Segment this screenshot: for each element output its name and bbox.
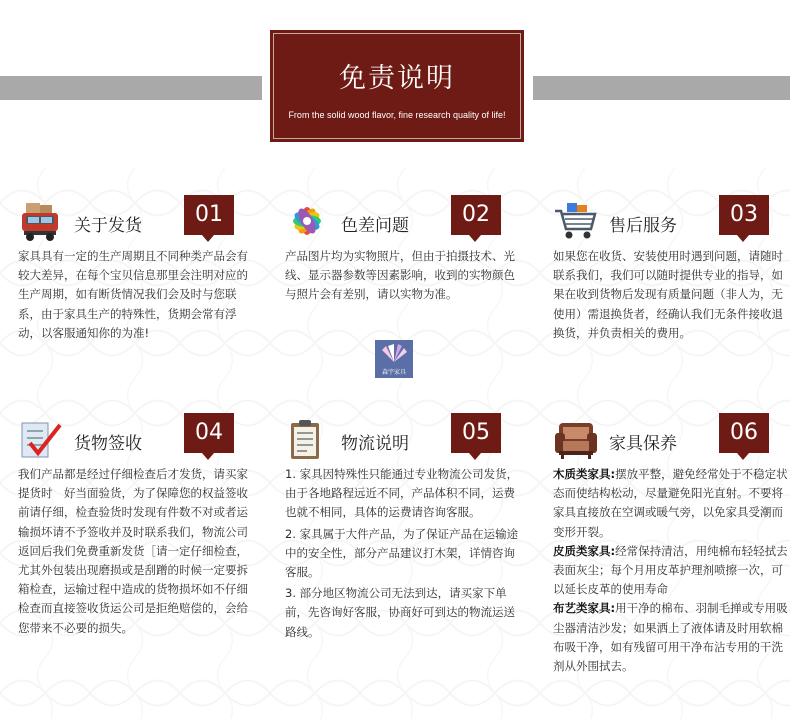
section-paragraph: 3. 部分地区物流公司无法到达，请买家下单前，先咨询好客服，协商好可到达的物流运送路线。 — [285, 586, 515, 639]
section-title: 家具保养 — [609, 434, 677, 454]
care-text: 摆放平整，避免经常处于不稳定状态而使结构松动，尽量避免阳光直射。不要将家具直接放在空调或暖气旁，以免家具受潮而变形开裂。 — [553, 467, 788, 539]
section-number: 01 — [184, 195, 234, 235]
section-paragraph: 如果您在收货、安装使用时遇到问题，请随时联系我们，我们可以随时提供专业的指导，如果在收到货物后发现有质量问题（非人为，无使用）需退换货者，经确认我们无条件接收退换货，并负责相关的费用。 — [553, 249, 783, 340]
care-wood — [553, 465, 789, 542]
page-subtitle: From the solid wood flavor, fine research quality of life! — [288, 110, 506, 120]
section-number: 02 — [451, 195, 501, 235]
section-logistics — [285, 413, 530, 683]
section-text — [18, 247, 254, 343]
color-wheel-icon — [285, 201, 331, 243]
section-title: 售后服务 — [609, 216, 677, 236]
checklist-icon — [18, 419, 64, 461]
section-text — [553, 247, 789, 343]
section-paragraph: 2. 家具属于大件产品，为了保证产品在运输途中的安全性，部分产品建议打木架，详情咨询客服。 — [285, 526, 519, 580]
section-paragraph: 1. 家具因特殊性只能通过专业物流公司发货，由于各地路程远近不同，产品体积不同，运费也就不相同，具体的运费请咨询客服。 — [285, 467, 519, 520]
section-title: 关于发货 — [74, 216, 142, 236]
clipboard-icon — [285, 419, 331, 461]
care-fabric — [553, 599, 789, 676]
section-paragraph: 家具具有一定的生产周期且不同种类产品会有较大差异，在每个宝贝信息那里会注明对应的生产周期，如有断货情况我们会及时与您联系，由于家具生产的特殊性，货期会常有浮动，以客服通知你的为准! — [18, 249, 248, 340]
section-number: 03 — [719, 195, 769, 235]
header-title-box — [270, 30, 524, 142]
header-right-bar — [533, 76, 790, 100]
section-title: 物流说明 — [341, 434, 409, 454]
care-label: 布艺类家具: — [553, 601, 616, 616]
watermark-text: 森宇家具 — [381, 369, 406, 376]
shopping-cart-icon — [553, 201, 599, 243]
care-text: 经常保持清洁，用纯棉布轻轻拭去表面灰尘；每个月用皮革护理剂喷擦一次，可以延长皮革的使用寿命 — [553, 543, 788, 597]
section-text — [553, 465, 789, 676]
armchair-icon — [553, 419, 599, 461]
section-delivery-signing — [18, 413, 263, 683]
care-label: 皮质类家具: — [553, 543, 616, 558]
section-text — [285, 247, 521, 305]
section-paragraph: 产品图片均为实物照片，但由于拍摄技术、光线、显示器参数等因素影响，收到的实物颜色与照片会有差别，请以实物为准。 — [285, 249, 515, 302]
header-left-bar — [0, 76, 262, 100]
section-text — [18, 465, 254, 638]
section-paragraph: 我们产品都是经过仔细检查后才发货，请买家提货时 好当面验货，为了保障您的权益签收前请仔细，检查验货时发现有件数不对或者运输损坏请不予签收并及时联系我们，物流公司返回后我们免费重新发货［请一定仔细检查，尤其外包装出现磨损或是刮蹭的时候一定要拆箱检查，运输过程中造成的货物损坏如不仔细检查而直接签收货运公司是拒绝赔偿的，会给您带来不必要的损失。 — [18, 467, 248, 635]
section-number: 06 — [719, 413, 769, 453]
care-label: 木质类家具: — [553, 467, 616, 481]
section-furniture-care — [553, 413, 790, 683]
section-number: 04 — [184, 413, 234, 453]
section-title: 色差问题 — [341, 216, 409, 236]
logo-icon — [375, 340, 413, 378]
truck-icon — [18, 201, 64, 243]
section-number: 05 — [451, 413, 501, 453]
section-title: 货物签收 — [74, 434, 142, 454]
logo-fan-icon — [375, 340, 413, 366]
care-leather — [553, 542, 789, 600]
care-text: 用干净的棉布、羽制毛掸或专用吸尘器清洁沙发；如果洒上了液体请及时用软棉布吸干净，如有残留可用干净布沾专用的干洗剂从外围拭去。 — [553, 601, 788, 674]
page-title: 免责说明 — [339, 63, 455, 94]
section-text — [285, 465, 521, 644]
